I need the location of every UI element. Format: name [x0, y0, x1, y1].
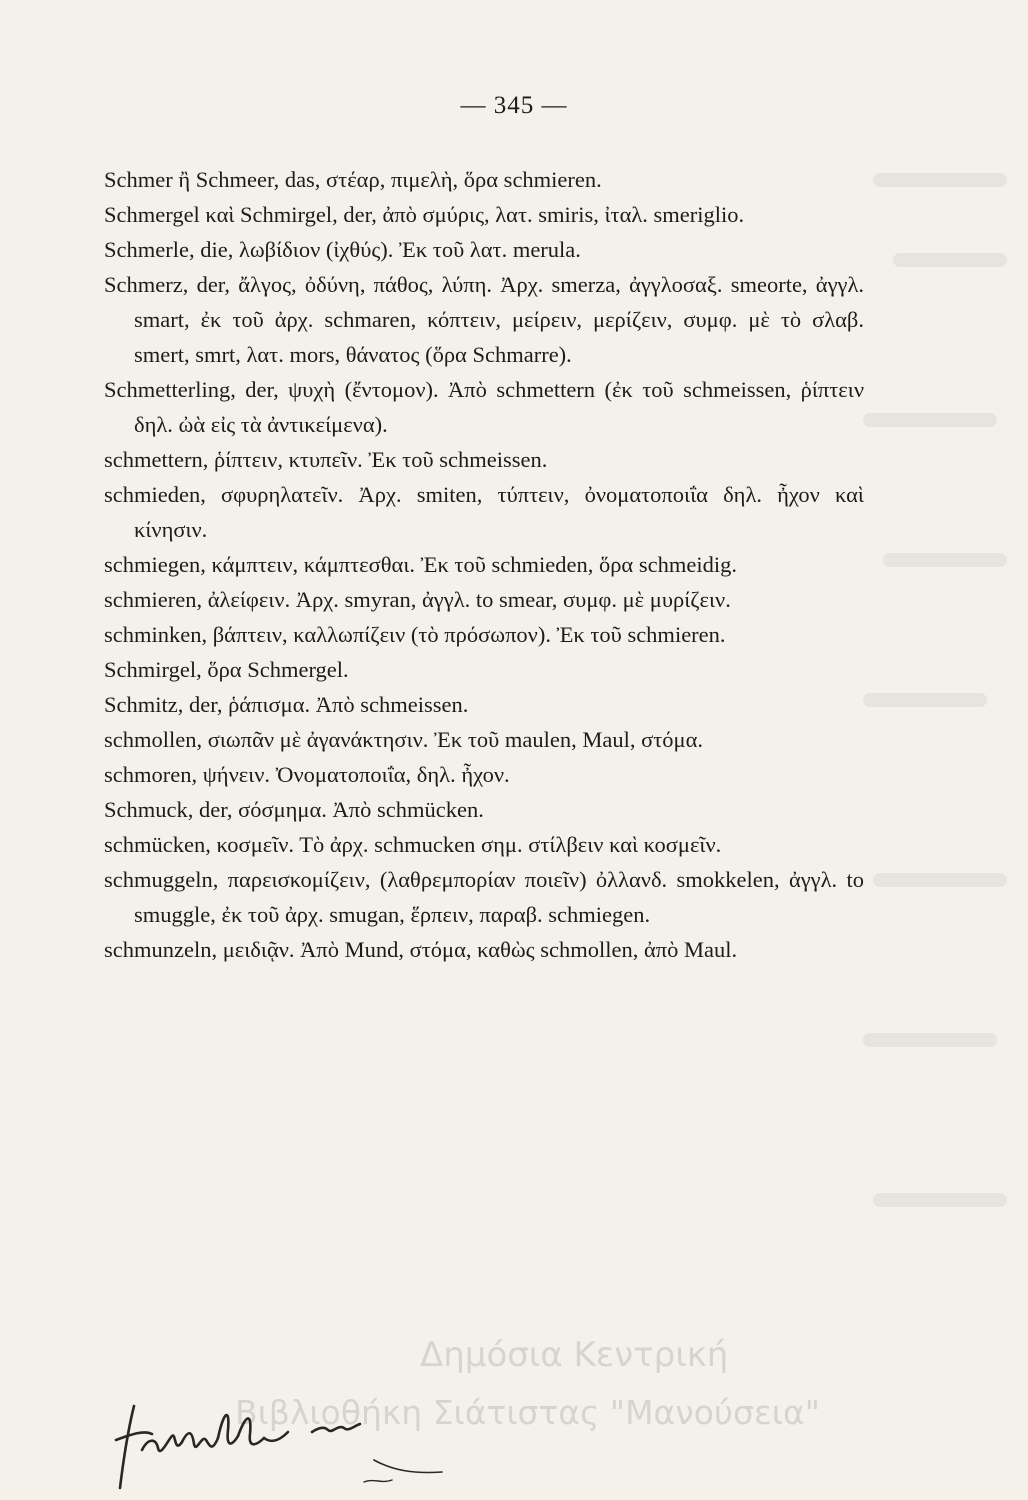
entry-schmuecken: schmücken, κοσμεῖν. Τὸ ἀρχ. schmucken σημ. στίλβειν καὶ κοσμεῖν.	[104, 832, 722, 857]
page-number: — 345 —	[460, 92, 568, 119]
dictionary-entries	[104, 162, 864, 967]
entry-schmieren: schmieren, ἀλείφειν. Ἀρχ. smyran, ἀγγλ. to smear, συμφ. μὲ μυρίζειν.	[104, 587, 731, 612]
handwritten-signature-icon	[112, 1400, 472, 1495]
entry-schmer: Schmer ἢ Schmeer, das, στέαρ, πιμελὴ, ὅρα schmieren.	[104, 167, 602, 192]
entry-schmiegen: schmiegen, κάμπτειν, κάμπτεσθαι. Ἐκ τοῦ schmieden, ὅρα schmeidig.	[104, 552, 737, 577]
entry-schmetterling: Schmetterling, der, ψυχὴ (ἔντομον). Ἀπὸ schmettern (ἐκ τοῦ schmeissen, ῥίπτειν δηλ. ὠὰ εἰς τὰ ἀντικείμενα).	[104, 377, 864, 437]
entry-schmitz: Schmitz, der, ῥάπισμα. Ἀπὸ schmeissen.	[104, 692, 469, 717]
entry-schmergel: Schmergel καὶ Schmirgel, der, ἀπὸ σμύρις, λατ. smiris, ἰταλ. smeriglio.	[104, 202, 745, 227]
entry-schmuggeln: schmuggeln, παρεισκομίζειν, (λαθρεμπορίαν ποιεῖν) ὀλλανδ. smokkelen, ἀγγλ. to smuggle, ἐκ τοῦ ἀρχ. smugan, ἕρπειν, παραβ. schmiegen.	[104, 867, 864, 927]
library-watermark-line2: Βιβλιοθήκη Σιάτιστας "Μανούσεια"	[235, 1393, 820, 1432]
entry-schmoren: schmoren, ψήνειν. Ὀνοματοποιΐα, δηλ. ἦχον.	[104, 762, 510, 787]
entry-schmerle: Schmerle, die, λωβίδιον (ἰχθύς). Ἐκ τοῦ λατ. merula.	[104, 237, 581, 262]
library-watermark-line1: Δημόσια Κεντρική	[420, 1335, 729, 1375]
entry-schminken: schminken, βάπτειν, καλλωπίζειν (τὸ πρόσωπον). Ἐκ τοῦ schmieren.	[104, 622, 726, 647]
entry-schmuck: Schmuck, der, σόσμημα. Ἀπὸ schmücken.	[104, 797, 484, 822]
entry-schmerz: Schmerz, der, ἄλγος, ὀδύνη, πάθος, λύπη. Ἀρχ. smerza, ἀγγλοσαξ. smeorte, ἀγγλ. smart, ἐκ τοῦ ἀρχ. schmaren, κόπτειν, μείρειν, μερίζειν, συμφ. μὲ τὸ σλαβ. smert, smrt, λατ. mors, θάνατος (ὅρα Schmarre).	[104, 272, 864, 367]
entry-schmieden: schmieden, σφυρηλατεῖν. Ἀρχ. smiten, τύπτειν, ὀνοματοποιΐα δηλ. ἦχον καὶ κίνησιν.	[104, 482, 864, 542]
entry-schmirgel: Schmirgel, ὅρα Schmergel.	[104, 657, 349, 682]
entry-schmollen: schmollen, σιωπᾶν μὲ ἀγανάκτησιν. Ἐκ τοῦ maulen, Maul, στόμα.	[104, 727, 704, 752]
entry-schmettern: schmettern, ῥίπτειν, κτυπεῖν. Ἐκ τοῦ schmeissen.	[104, 447, 548, 472]
entry-schmunzeln: schmunzeln, μειδιᾷν. Ἀπὸ Mund, στόμα, καθὼς schmollen, ἀπὸ Maul.	[104, 937, 738, 962]
